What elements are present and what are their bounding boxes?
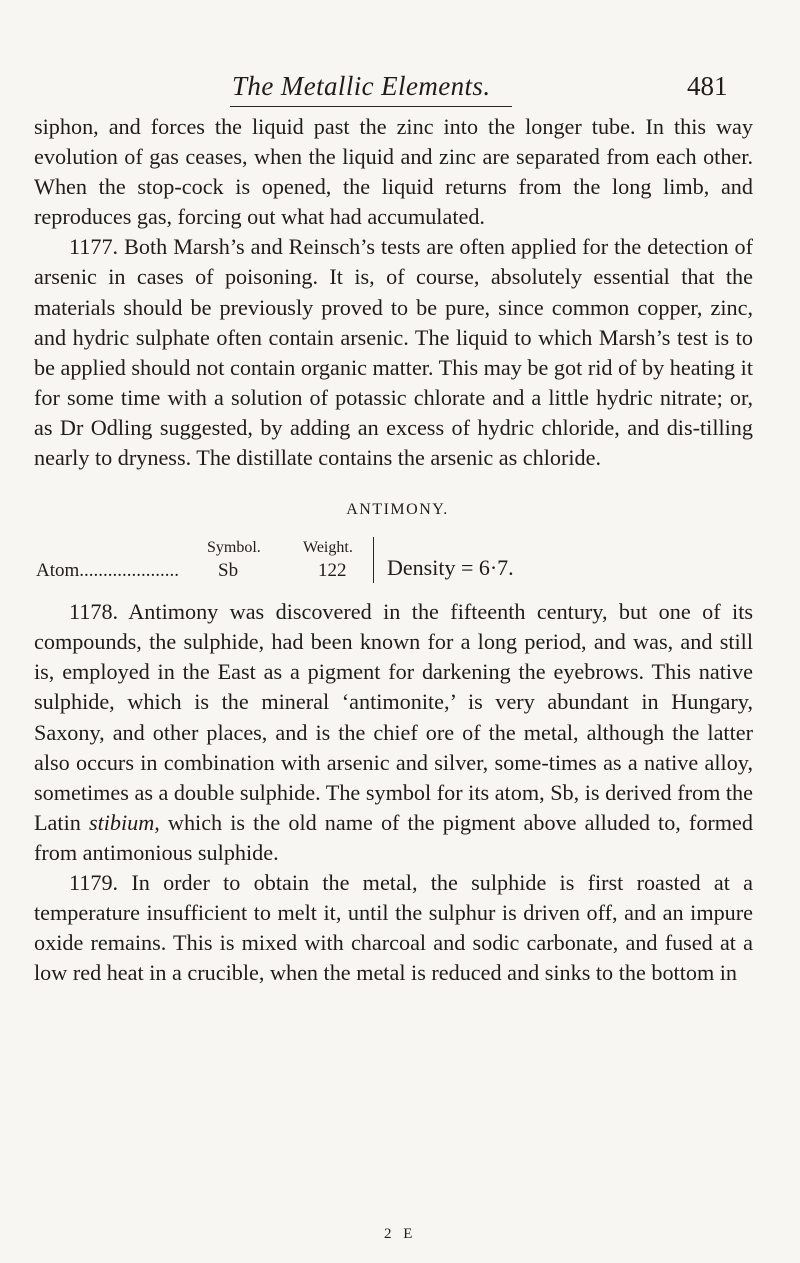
page-body (34, 112, 753, 988)
signature-mark: 2 E (384, 1226, 417, 1242)
paragraph-1177: 1177. Both Marsh’s and Reinsch’s tests are often applied for the detection of arsenic in cases of poisoning. It is, of course, absolutely essential that the materials should be previously proved to be pure, since common copper, zinc, and hydric sulphate often contain arsenic. The liquid to which Marsh’s test is to be applied should not contain organic matter. This may be got rid of by heating it for some time with a solution of potassic chlorate and a little hydric nitrate; or, as Dr Odling suggested, by adding an excess of hydric chloride, and dis-tilling nearly to dryness. The distillate contains the arsenic as chloride. (34, 234, 753, 471)
atom-weight-value: 122 (318, 560, 347, 582)
section-heading-antimony: ANTIMONY. (346, 501, 449, 519)
paragraph-siphon: siphon, and forces the liquid past the zinc into the longer tube. In this way evolution of gas ceases, when the liquid and zinc are separated from each other. When the stop-cock is opened, the liquid returns from the long limb, and reproduces gas, forcing out what had accumulated. (34, 114, 753, 230)
paragraph-1179: 1179. In order to obtain the metal, the sulphide is first roasted at a temperature insufficient to melt it, until the sulphur is driven off, and an impure oxide remains. This is mixed with charcoal and sodic carbonate, and fused at a low red heat in a crucible, when the metal is reduced and sinks to the bottom in (34, 869, 753, 986)
atom-properties-table (34, 531, 753, 589)
density-value: Density = 6·7. (387, 555, 514, 581)
running-title: The Metallic Elements. (232, 71, 491, 101)
symbol-column-header: Symbol. (207, 539, 261, 557)
paragraph-1178-text: 1178. Antimony was discovered in the fifteenth century, but one of its compounds, the sulphide, had been known for a long period, and was, and still is, employed in the East as a pigment for darkening the eyebrows. This native sulphide, which is the mineral ‘antimonite,’ is very abundant in Hungary, Saxony, and other places, and is the chief ore of the metal, although the latter also occurs in combination with arsenic and silver, some-times as a native alloy, sometimes as a double sulphide. The symbol for its atom, Sb, is derived from the Latin (34, 599, 753, 835)
header-rule (230, 106, 512, 107)
table-divider (373, 537, 374, 583)
running-header (0, 68, 800, 108)
page-number: 481 (687, 71, 728, 101)
paragraph-1178 (34, 597, 753, 868)
paragraph-1178-tail: , which is the old name of the pigment above alluded to, formed from antimonious sulphide. (34, 809, 754, 865)
atom-symbol-value: Sb (218, 560, 239, 582)
atom-row-label: Atom..................... (36, 560, 180, 582)
latin-term-stibium: stibium (88, 809, 155, 835)
weight-column-header: Weight. (303, 539, 353, 557)
